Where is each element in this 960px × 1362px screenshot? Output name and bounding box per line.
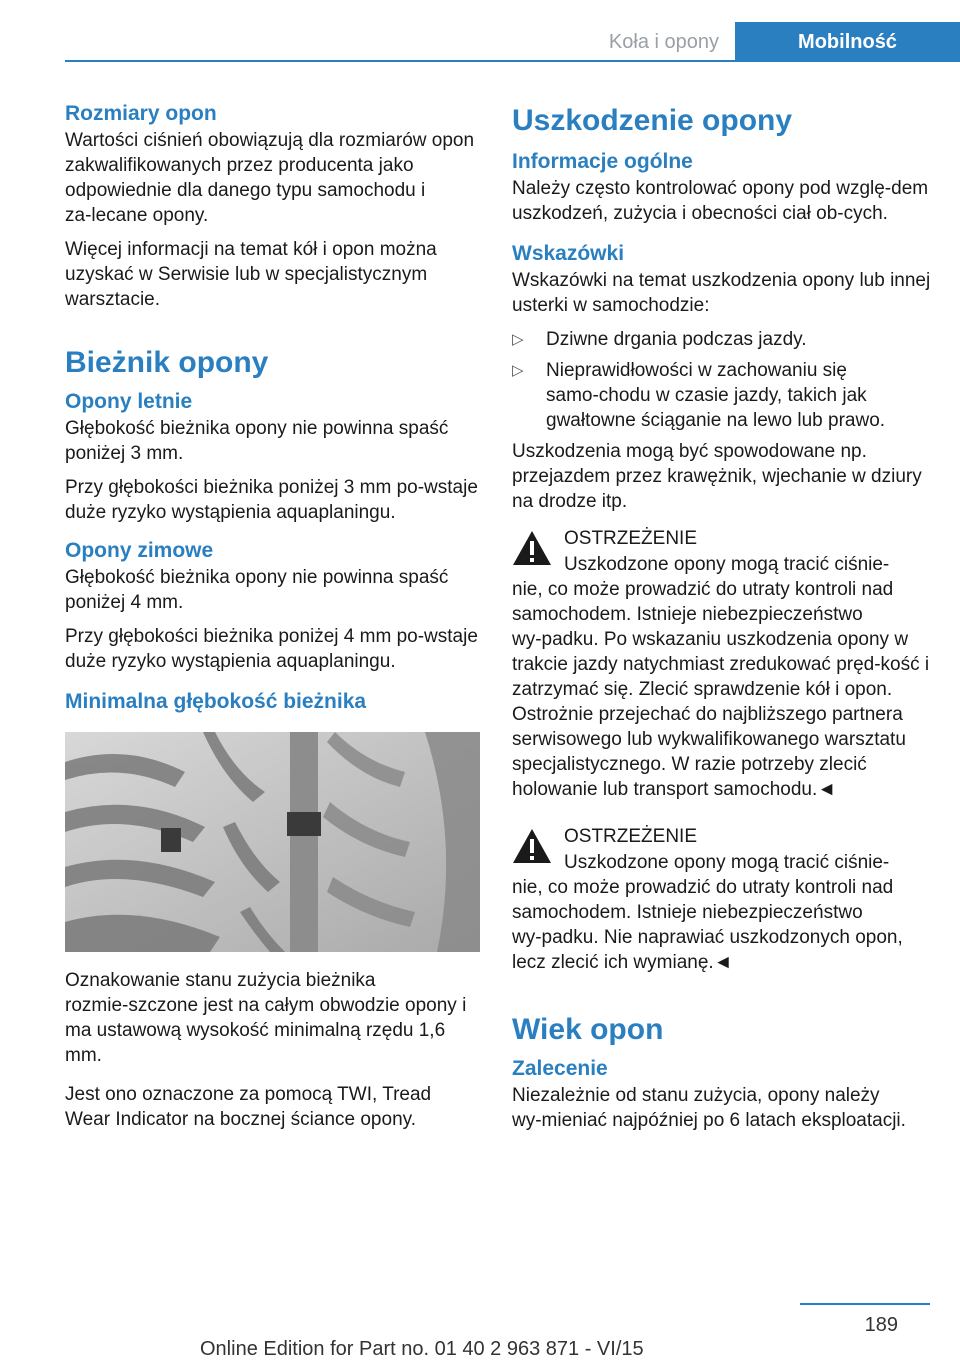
minimum-tread-paragraph-2: Jest ono oznaczone za pomocą TWI, Tread Wear Indicator na bocznej ściance opony. xyxy=(65,1084,432,1130)
warning-text: nie, co może prowadzić do utraty kontroli nad samochodem. Istnieje niebezpieczeństwo wy‑padku. Nie naprawiać uszkodzonych opon, lecz zlecić ich wymianę.◄ xyxy=(512,877,903,973)
warning-title: OSTRZEŻENIE xyxy=(564,528,698,549)
tire-damage-heading: Uszkodzenie opony xyxy=(512,104,793,137)
warning-text-start: Uszkodzone opony mogą tracić ciśnie‑ xyxy=(564,852,890,873)
summer-tires-paragraph-2: Przy głębokości bieżnika poniżej 3 mm po‑wstaje duże ryzyko wystąpienia aquaplaningu. xyxy=(65,477,478,523)
warning-box-2 xyxy=(512,824,932,975)
warning-box-1 xyxy=(512,526,932,802)
list-item: ▷ Dziwne drgania podczas jazdy. xyxy=(512,329,807,350)
damage-causes-paragraph: Uszkodzenia mogą być spowodowane np. przejazdem przez krawężnik, wjechanie w dziury na drodze itp. xyxy=(512,441,922,512)
page-header xyxy=(65,22,960,62)
summer-tires-paragraph-1: Głębokość bieżnika opony nie powinna spaść poniżej 3 mm. xyxy=(65,418,449,464)
winter-tires-heading: Opony zimowe xyxy=(65,539,214,562)
warning-text-start: Uszkodzone opony mogą tracić ciśnie‑ xyxy=(564,554,890,575)
warning-text: nie, co może prowadzić do utraty kontroli nad samochodem. Istnieje niebezpieczeństwo wy‑padku. Po wskazaniu uszkodzenia opony w trakcie jazdy natychmiast zredukować pręd‑kość i zatrzymać się. Zlecić sprawdzenie kół i opon. Ostrożnie przejechać do najbliższego partnera serwisowego lub wykwalifikowanego warsztatu specjalistycznego. W razie potrzeby zlecić holowanie lub transport samochodu.◄ xyxy=(512,579,930,800)
winter-tires-paragraph-1: Głębokość bieżnika opony nie powinna spaść poniżej 4 mm. xyxy=(65,567,449,613)
edition-text: Online Edition for Part no. 01 40 2 963 871 - VI/15 xyxy=(200,1338,644,1360)
minimum-tread-heading: Minimalna głębokość bieżnika xyxy=(65,690,367,713)
chapter-tab[interactable]: Mobilność xyxy=(735,22,960,62)
recommendation-heading: Zalecenie xyxy=(512,1057,608,1080)
recommendation-paragraph: Niezależnie od stanu zużycia, opony należy wy‑mieniać najpóźniej po 6 latach eksploatacji. xyxy=(512,1085,906,1131)
hints-intro: Wskazówki na temat uszkodzenia opony lub innej usterki w samochodzie: xyxy=(512,270,931,316)
triangle-right-icon: ▷ xyxy=(512,331,524,348)
tire-sizes-paragraph-2: Więcej informacji na temat kół i opon można uzyskać w Serwisie lub w specjalistycznym warsztacie. xyxy=(65,239,437,310)
tire-tread-drawing xyxy=(65,732,480,952)
minimum-tread-paragraph-1: Oznakowanie stanu zużycia bieżnika rozmie‑szczone jest na całym obwodzie opony i ma ustawową wysokość minimalną rzędu 1,6 mm. xyxy=(65,970,467,1066)
section-tab[interactable]: Koła i opony xyxy=(608,31,719,53)
general-info-heading: Informacje ogólne xyxy=(512,150,693,173)
winter-tires-paragraph-2: Przy głębokości bieżnika poniżej 4 mm po‑wstaje duże ryzyko wystąpienia aquaplaningu. xyxy=(65,626,478,672)
tire-age-heading: Wiek opon xyxy=(512,1013,664,1046)
page-number: 189 xyxy=(864,1314,898,1336)
tire-sizes-paragraph-1: Wartości ciśnień obowiązują dla rozmiarów opon zakwalifikowanych przez producenta jako odpowiednie dla danego typu samochodu i za‑lecane opony. xyxy=(65,130,475,226)
list-item: ▷ Nieprawidłowości w zachowaniu się samo‑chodu w czasie jazdy, takich jak gwałtowne ściąganie na lewo lub prawo. xyxy=(512,360,886,431)
footer-divider xyxy=(800,1303,930,1305)
hints-heading: Wskazówki xyxy=(512,242,625,265)
tire-sizes-heading: Rozmiary opon xyxy=(65,102,217,125)
warning-triangle-icon xyxy=(512,530,552,566)
hints-list xyxy=(512,327,932,433)
warning-title: OSTRZEŻENIE xyxy=(564,826,698,847)
right-column xyxy=(512,100,932,1142)
general-info-paragraph: Należy często kontrolować opony pod wzglę‑dem uszkodzeń, zużycia i obecności ciał ob‑cych. xyxy=(512,178,929,224)
tire-tread-illustration xyxy=(65,732,480,952)
triangle-right-icon: ▷ xyxy=(512,362,524,379)
summer-tires-heading: Opony letnie xyxy=(65,390,193,413)
warning-triangle-icon xyxy=(512,828,552,864)
left-column xyxy=(65,100,480,1141)
tread-heading: Bieżnik opony xyxy=(65,346,269,379)
